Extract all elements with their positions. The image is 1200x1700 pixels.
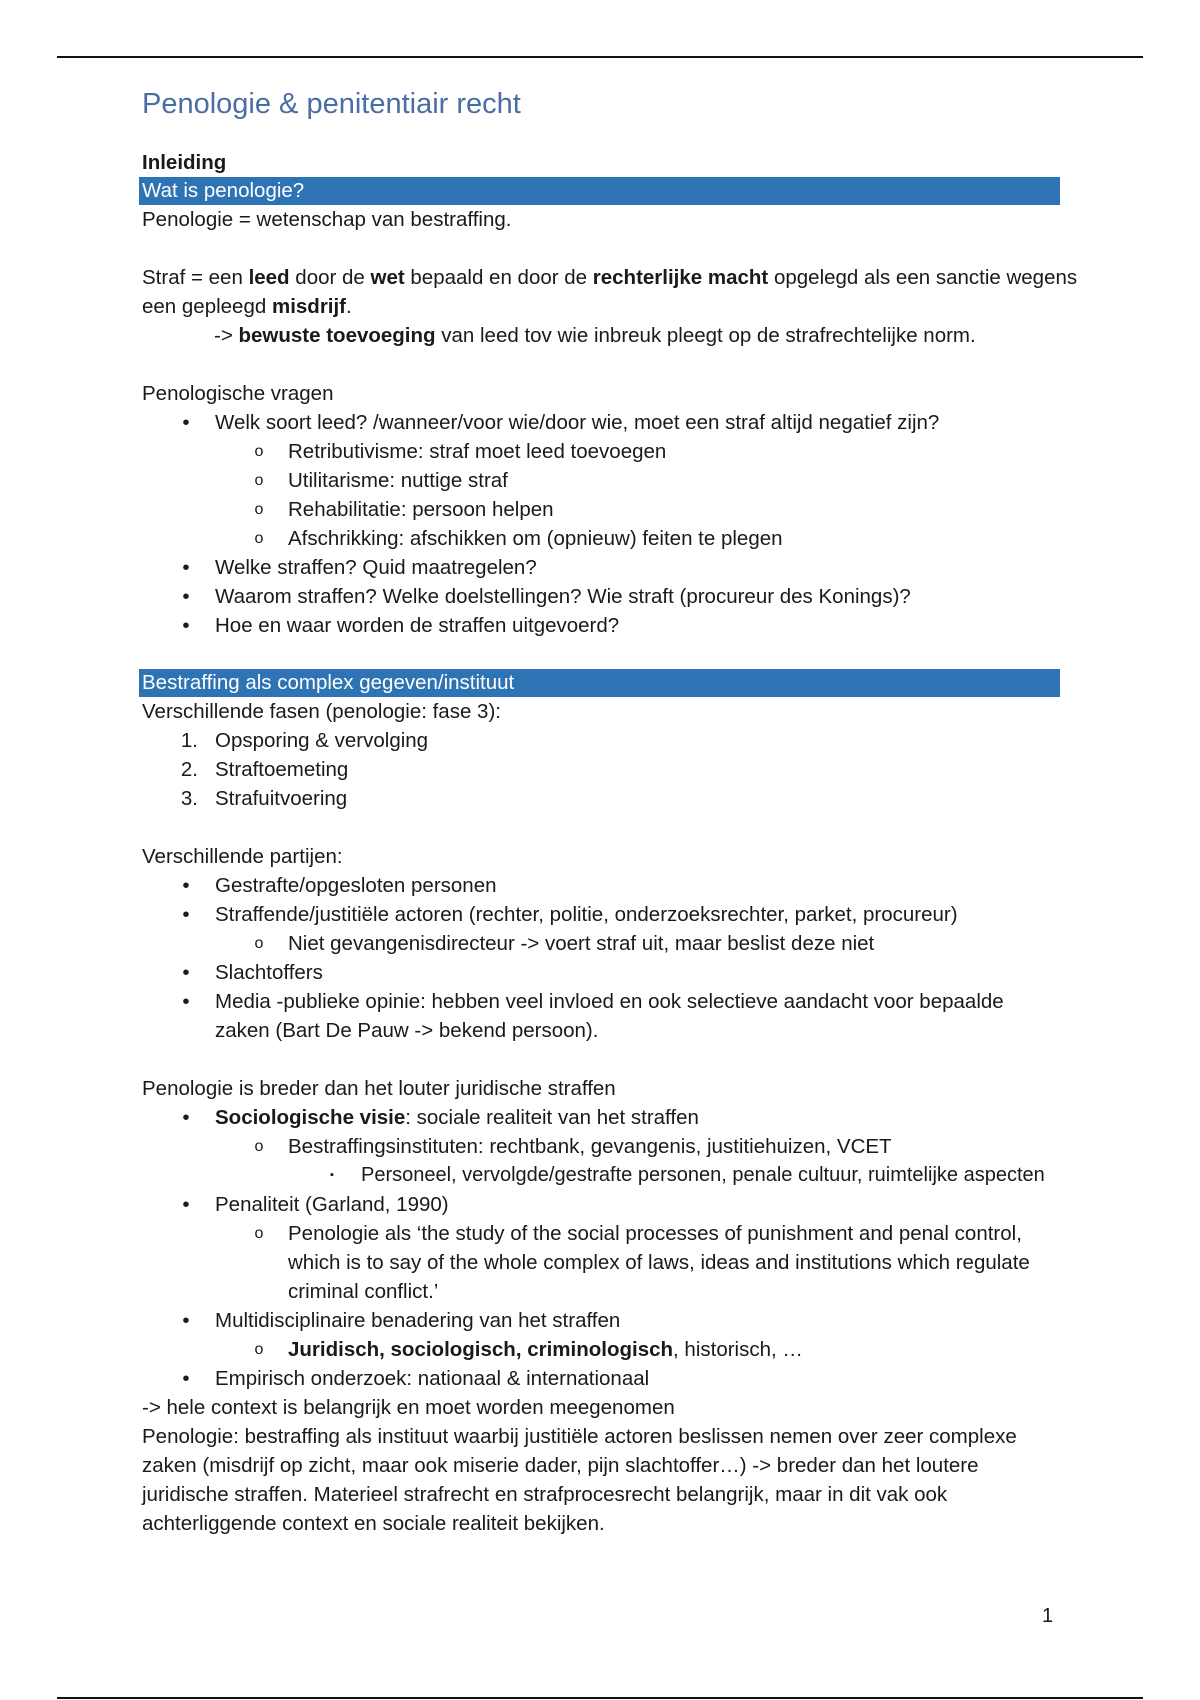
bullet-icon: •	[182, 411, 190, 434]
list-item: 2. Straftoemeting	[180, 758, 349, 781]
square-bullet-icon: ▪	[330, 1169, 334, 1181]
bullet-icon: •	[182, 585, 190, 608]
list-item: o Bestraffingsinstituten: rechtbank, gevangenis, justitiehuizen, VCET	[142, 1132, 1102, 1161]
bullet-icon: •	[182, 961, 190, 984]
circle-bullet-icon: o	[254, 501, 264, 518]
circle-bullet-icon: o	[254, 1225, 264, 1242]
straf-arrow-note: -> bewuste toevoeging van leed tov wie inbreuk pleegt op de strafrechtelijke norm.	[214, 324, 976, 347]
partijen-list	[142, 871, 1102, 1045]
list-item: • Straffende/justitiële actoren (rechter, politie, onderzoeksrechter, parket, procureur)	[142, 900, 1102, 929]
bullet-icon: •	[182, 903, 190, 926]
bullet-icon: •	[182, 1106, 190, 1129]
footer-rule	[57, 1697, 1143, 1699]
vragen-heading: Penologische vragen	[142, 382, 334, 405]
bullet-icon: •	[182, 614, 190, 637]
list-item: o Juridisch, sociologisch, criminologisch, historisch, …	[142, 1335, 1102, 1364]
vragen-list	[142, 408, 1102, 640]
list-item: • Welke straffen? Quid maatregelen?	[142, 553, 1102, 582]
heading-band-bestraffing: Bestraffing als complex gegeven/instituut	[139, 669, 1060, 697]
page-number: 1	[1042, 1605, 1054, 1627]
bullet-icon: •	[182, 1367, 190, 1390]
circle-bullet-icon: o	[254, 1341, 264, 1358]
bullet-icon: •	[182, 1309, 190, 1332]
bullet-icon: •	[182, 990, 190, 1013]
fasen-heading: Verschillende fasen (penologie: fase 3):	[142, 700, 501, 723]
breder-list	[142, 1103, 1102, 1393]
list-item: o Retributivisme: straf moet leed toevoegen	[142, 437, 1102, 466]
list-item: o Utilitarisme: nuttige straf	[142, 466, 1102, 495]
context-note: -> hele context is belangrijk en moet worden meegenomen	[142, 1396, 675, 1419]
list-item: • Sociologische visie: sociale realiteit van het straffen	[142, 1103, 1102, 1132]
list-item: 3. Strafuitvoering	[180, 787, 348, 810]
circle-bullet-icon: o	[254, 443, 264, 460]
list-item: • Welk soort leed? /wanneer/voor wie/door wie, moet een straf altijd negatief zijn?	[142, 408, 1102, 437]
bullet-icon: •	[182, 1193, 190, 1216]
list-item: • Slachtoffers	[142, 958, 1102, 987]
summary-paragraph: Penologie: bestraffing als instituut waarbij justitiële actoren beslissen nemen over zeer complexe zaken (misdrijf op zicht, maar ook miserie dader, pijn slachtoffer…) -> breder dan het loutere juridische straffen. Materieel strafrecht en strafprocesrecht belangrijk, maar in dit vak ook achterliggende context en sociale realiteit bekijken.	[142, 1425, 1017, 1535]
circle-bullet-icon: o	[254, 935, 264, 952]
list-item: • Waarom straffen? Welke doelstellingen? Wie straft (procureur des Konings)?	[142, 582, 1102, 611]
list-item: • Media -publieke opinie: hebben veel invloed en ook selectieve aandacht voor bepaalde zaken (Bart De Pauw -> bekend persoon).	[142, 987, 1102, 1045]
list-item: ▪ Personeel, vervolgde/gestrafte personen, penale cultuur, ruimtelijke aspecten	[142, 1161, 1102, 1190]
heading-band-wat-is-penologie: Wat is penologie?	[139, 177, 1060, 205]
circle-bullet-icon: o	[254, 1138, 264, 1155]
list-item: o Niet gevangenisdirecteur -> voert straf uit, maar beslist deze niet	[142, 929, 1102, 958]
header-rule	[57, 56, 1143, 58]
breder-heading: Penologie is breder dan het louter juridische straffen	[142, 1077, 616, 1100]
definition-penologie: Penologie = wetenschap van bestraffing.	[142, 208, 512, 231]
list-item: o Penologie als ‘the study of the social processes of punishment and penal control, which is to say of the whole complex of laws, ideas and institutions which regulate criminal conflict.’	[142, 1219, 1102, 1306]
circle-bullet-icon: o	[254, 530, 264, 547]
list-item: • Gestrafte/opgesloten personen	[142, 871, 1102, 900]
list-item: 1. Opsporing & vervolging	[180, 729, 429, 752]
list-item: o Afschrikking: afschikken om (opnieuw) feiten te plegen	[142, 524, 1102, 553]
list-item: • Hoe en waar worden de straffen uitgevoerd?	[142, 611, 1102, 640]
list-item: • Penaliteit (Garland, 1990)	[142, 1190, 1102, 1219]
partijen-heading: Verschillende partijen:	[142, 845, 343, 868]
circle-bullet-icon: o	[254, 472, 264, 489]
bullet-icon: •	[182, 556, 190, 579]
list-item: • Empirisch onderzoek: nationaal & internationaal	[142, 1364, 1102, 1393]
definition-straf: Straf = een leed door de wet bepaald en door de rechterlijke macht opgelegd als een sanctie wegens een gepleegd misdrijf.	[142, 266, 1078, 318]
document-body	[142, 84, 1102, 1538]
list-item: • Multidisciplinaire benadering van het straffen	[142, 1306, 1102, 1335]
section-heading: Inleiding	[142, 151, 227, 174]
bullet-icon: •	[182, 874, 190, 897]
list-item: o Rehabilitatie: persoon helpen	[142, 495, 1102, 524]
fasen-list	[142, 726, 1102, 813]
document-title: Penologie & penitentiair recht	[142, 88, 521, 120]
